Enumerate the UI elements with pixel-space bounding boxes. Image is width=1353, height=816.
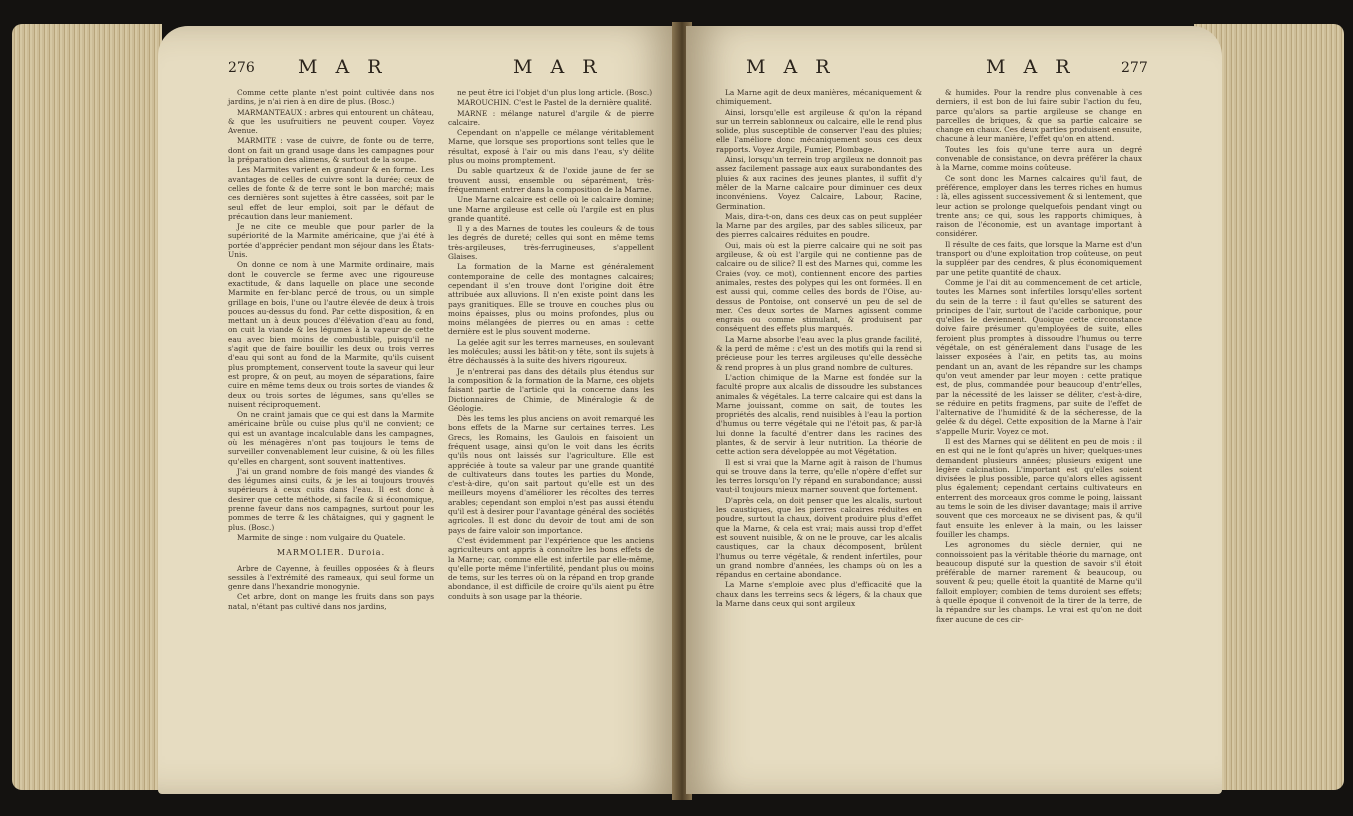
paragraph: MARMITE : vase de cuivre, de fonte ou de terre, dont on fait un grand usage dans les campagnes pour la préparation des alimens, & surtout de la soupe. — [228, 136, 434, 165]
paragraph: On donne ce nom à une Marmite ordinaire, mais dont le couvercle se ferme avec une rigoureuse exactitude, & dans laquelle on place une seconde Marmite en fer-blanc percé de trous, ou un simple grillage en bois, l'une ou l'autre élevée de deux à trois pouces au-dessus du fond. Par cette disposition, & en mettant un à deux pouces d'élévation d'eau au fond, on cuit la viande & les légumes à la vapeur de cette eau avec bien moins de combustible, puisqu'il ne s'agit que de faire bouillir les deux ou trois verres d'eau qui sont au fond de la Marmite, qu'ils cuisent plus promptement, conservent toute la saveur qui leur est propre, & on peut, au moyen de séparations, faire cuire en même tems deux ou trois sortes de viandes & deux ou trois sortes de légumes, sans qu'elles se nuisent réciproquement. — [228, 260, 434, 409]
paragraph: Comme cette plante n'est point cultivée dans nos jardins, je n'ai rien à en dire de plus. (Bosc.) — [228, 88, 434, 107]
paragraph: La gelée agit sur les terres marneuses, en soulevant les molécules; aussi les bâtit-on y tête, sont ils sujets à être déchaussés à la suite des hivers rigoureux. — [448, 337, 654, 366]
paragraph: Ainsi, lorsqu'elle est argileuse & qu'on la répand sur un terrein sablonneux ou calcaire, elle le rend plus solide, plus susceptible de conserver l'eau des pluies; elle l'améliore donc mécaniquement sous ces deux rapports. Voyez Argile, Fumier, Plombage. — [716, 107, 922, 154]
paragraph: MARMANTEAUX : arbres qui entourent un château, & que les usufruitiers ne peuvent couper. Voyez Avenue. — [228, 107, 434, 136]
paragraph: Oui, mais où est la pierre calcaire qui ne soit pas argileuse, & où est l'argile qui ne contienne pas de calcaire ou de silice? Il est des Marnes qui, comme les Craies (voy. ce mot), contiennent encore des parties animales, restes des polypes qui les ont formées. Il en est aussi qui, comme celles des bords de l'Oise, au-dessus de Pontoise, ont conservé un peu de sel de mer. Ces deux sortes de Marnes agissent comme engrais ou comme stimulant, & produisent par conséquent des effets plus marqués. — [716, 240, 922, 334]
paragraph: & humides. Pour la rendre plus convenable à ces derniers, il est bon de lui faire subir l'action du feu, parce qu'alors sa partie argileuse se change en parcelles de briques, & que sa partie calcaire se change en chaux. Ces deux parties produisent ensuite, chacune à leur manière, l'effet qu'on en attend. — [936, 88, 1142, 144]
right-column-1-paragraphs — [716, 88, 922, 608]
left-page-edges — [12, 24, 162, 790]
paragraph: MARNE : mélange naturel d'argile & de pierre calcaire. — [448, 108, 654, 127]
left-page — [158, 26, 678, 794]
running-head-right-2: M A R — [986, 56, 1076, 78]
paragraph: Il résulte de ces faits, que lorsque la Marne est d'un transport ou d'une exploitation trop coûteuse, on peut la suppléer par des cendres, & plus économiquement par une petite quantité de chaux. — [936, 239, 1142, 277]
right-page — [686, 26, 1222, 794]
paragraph: Mais, dira-t-on, dans ces deux cas on peut suppléer la Marne par des argiles, par des sables siliceux, par des pierres calcaires réduites en poudre. — [716, 211, 922, 240]
paragraph: Dès les tems les plus anciens on avoit remarqué les bons effets de la Marne sur certaines terres. Les Grecs, les Romains, les Gaulois en faisoient un fréquent usage, ainsi qu'on le voit dans les écrits qu'ils nous ont laissés sur l'agriculture. Elle est appréciée à toute sa valeur par une grande quantité de cultivateurs dans toutes les parties du Monde, c'est-à-dire, qu'on sait partout qu'elle est un des meilleurs moyens d'améliorer les récoltes des terres arables; cependant son emploi n'est pas aussi étendu qu'il est à desirer pour l'avantage général des sociétés agricoles. Il est donc du devoir de tout ami de son pays de faire valoir son importance. — [448, 414, 654, 535]
paragraph: Ainsi, lorsqu'un terrein trop argileux ne donnoit pas assez facilement passage aux eaux surabondantes des pluies & aux racines des jeunes plantes, il suffit d'y mêler de la Marne calcaire pour diminuer ces deux inconvéniens. Voyez Calcaire, Labour, Racine, Germination. — [716, 155, 922, 211]
paragraph: ne peut être ici l'objet d'un plus long article. (Bosc.) — [457, 88, 653, 97]
paragraph: On ne craint jamais que ce qui est dans la Marmite américaine brûle ou cuise plus qu'il ne convient; ce qui est un avantage incalculable dans les campagnes, où les ménagères n'ont pas toujours le tems de surveiller convenablement leur cuisine, & où les filles qu'elles en chargent, sont souvent inattentives. — [228, 410, 434, 466]
paragraph: Il y a des Marnes de toutes les couleurs & de tous les degrés de dureté; celles qui sont en même tems très-argileuses, très-ferrugineuses, s'appellent Glaises. — [448, 224, 654, 262]
left-column-1 — [228, 88, 434, 612]
right-column-1 — [716, 88, 922, 609]
left-column-1-after — [228, 564, 434, 611]
paragraph: Il est des Marnes qui se délitent en peu de mois : il en est qui ne le font qu'après un hiver; quelques-unes demandent plusieurs années; plusieurs exigent une légère calcination. L'important est qu'elles soient divisées le plus possible, parce qu'alors elles agissent plus également; cependant certains cultivateurs en enterrent des morceaux gros comme le poing, laissant au tems le soin de les diviser davantage; mais il arrive souvent que ces morceaux ne se divisent pas, & qu'il faut ensuite les enlever à la main, ou les laisser fouiller les champs. — [936, 436, 1142, 539]
paragraph: Les agronomes du siècle dernier, qui ne connoissoient pas la véritable théorie du marnage, ont beaucoup disputé sur la question de savoir s'il étoit préférable de marner rarement & beaucoup, ou souvent & peu; quelle étoit la quantité de Marne qu'il falloit employer; combien de tems duroient ses effets; à quelle époque il convenoit de la tirer de la terre, de la répandre sur les champs. Le vrai est qu'on ne doit fixer aucune de ces cir- — [936, 540, 1142, 624]
paragraph: Ce sont donc les Marnes calcaires qu'il faut, de préférence, employer dans les terres riches en humus : là, elles agissent successivement & si lentement, que leur action se prolonge quelquefois pendant vingt ou trente ans; ce qui, sous les rapports chimiques, à raison de l'économie, est un avantage important à considérer. — [936, 173, 1142, 239]
paragraph: Les Marmites varient en grandeur & en forme. Les avantages de celles de cuivre sont la durée; ceux de celles de fonte & de terre sont le bon marché; mais ces dernières sont sujettes à être cassées, soit par le seul effet de leur emploi, soit par le défaut de précaution dans leur maniement. — [228, 165, 434, 221]
running-head-right-1: M A R — [746, 56, 836, 78]
paragraph: L'action chimique de la Marne est fondée sur la faculté propre aux alcalis de dissoudre les substances animales & végétales. La terre calcaire qui est dans la Marne jouissant, comme on sait, de toutes les propriétés des alcalis, rend nuisibles à l'eau la portion d'humus ou terre végétale qui ne l'étoit pas, & par-là lui donne la faculté d'entrer dans les racines des plantes, & de servir à leur nutrition. La théorie de cette action sera développée au mot Végétation. — [716, 372, 922, 457]
running-head-left-2: M A R — [513, 56, 603, 78]
running-head-left-1: M A R — [298, 56, 388, 78]
paragraph: MAROUCHIN. C'est le Pastel de la dernière qualité. — [457, 98, 652, 108]
paragraph: La Marne absorbe l'eau avec la plus grande facilité, & la perd de même : c'est un des motifs qui la rend si précieuse pour les terres argileuses qu'elle dessèche & rend propres à un plus grand nombre de cultures. — [716, 334, 922, 372]
paragraph: Marmite de singe : nom vulgaire du Quatele. — [237, 532, 406, 542]
left-column-2 — [448, 88, 654, 602]
open-book — [10, 14, 1346, 810]
paragraph: Arbre de Cayenne, à feuilles opposées & à fleurs sessiles à l'extrémité des rameaux, qui seul forme un genre dans l'hexandrie monogynie. — [228, 563, 434, 592]
paragraph: J'ai un grand nombre de fois mangé des viandes & des légumes ainsi cuits, & je les ai toujours trouvés supérieurs à ceux cuits dans l'eau. Il est donc à desirer que cette méthode, si facile & si économique, prenne faveur dans nos campagnes, surtout pour les pommes de terre & les châtaignes, qui y gagnent le plus. (Bosc.) — [228, 466, 434, 532]
entry-heading: MARMOLIER. Duroia. — [276, 548, 386, 558]
paragraph: Comme je l'ai dit au commencement de cet article, toutes les Marnes sont infertiles lorsqu'elles sortent du sein de la terre : il faut qu'elles se saturent des principes de l'air, surtout de l'acide carbonique, pour qu'elles le deviennent. Quoique cette circonstance doive faire présumer qu'employées de suite, elles feroient plus promptes à dissoudre l'humus ou terre végétale, on est généralement dans l'usage de les laisser exposées à l'air, en petits tas, au moins pendant un an, avant de les répandre sur les champs qu'on veut amender par leur moyen : cette pratique est, de plus, commandée pour beaucoup d'entr'elles, par la nécessité de les laisser se déliter, c'est-à-dire, se réduire en petits fragmens, par suite de l'effet de l'alternative de l'humidité & de la sécheresse, de la gelée & du dégel. Cette exposition de la Marne à l'air s'appelle Murir. Voyez ce mot. — [936, 277, 1142, 436]
left-column-2-paragraphs — [448, 88, 654, 601]
paragraph: C'est évidemment par l'expérience que les anciens agriculteurs ont appris à connoître les bons effets de la Marne; car, comme elle est infertile par elle-même, qu'elle porte même l'infertilité, pendant plus ou moins de tems, sur les terres où on la répand en trop grande abondance, il est difficile de croire qu'ils aient pu être conduits à son usage par la théorie. — [448, 535, 654, 601]
paragraph: Je ne cite ce meuble que pour parler de la supériorité de la Marmite américaine, que j'ai été à portée d'apprécier pendant mon séjour dans les États-Unis. — [228, 222, 434, 260]
paragraph: Je n'entrerai pas dans des détails plus étendus sur la composition & la formation de la Marne, ces objets faisant partie de l'article qui la concerne dans les Dictionnaires de Chimie, de Minéralogie & de Géologie. — [448, 366, 654, 413]
paragraph: Il est si vrai que la Marne agit à raison de l'humus qui se trouve dans la terre, qu'elle n'opère d'effet sur les terres lorsqu'on l'y répand en surabondance; aussi vaut-il toujours mieux marner souvent que fortement. — [716, 457, 922, 495]
paragraph: La Marne agit de deux manières, mécaniquement & chimiquement. — [716, 88, 922, 107]
right-column-2-paragraphs — [936, 88, 1142, 624]
paragraph: Cet arbre, dont on mange les fruits dans son pays natal, n'étant pas cultivé dans nos jardins, — [228, 592, 434, 611]
paragraph: Toutes les fois qu'une terre aura un degré convenable de consistance, on devra préférer la chaux à la Marne, comme moins coûteuse. — [936, 144, 1142, 173]
paragraph: D'après cela, on doit penser que les alcalis, surtout les caustiques, que les pierres calcaires réduites en poudre, surtout la chaux, doivent produire plus d'effet que la Marne, & cela est vrai; mais aussi trop d'effet est souvent nuisible, & on ne le prouve, car les alcalis caustiques, car la chaux décomposent, brûlent l'humus ou terre végétale, & rendent infertiles, pour un grand nombre d'années, les champs où on les a répandus en certaine abondance. — [716, 495, 922, 580]
paragraph: Cependant on n'appelle ce mélange véritablement Marne, que lorsque ses proportions sont telles que le résultat, exposé à l'air ou mis dans l'eau, s'y délite plus ou moins promptement. — [448, 128, 654, 166]
page-number-left: 276 — [228, 60, 255, 76]
paragraph: La Marne s'emploie avec plus d'efficacité que la chaux dans les terreins secs & légers, & la chaux que la Marne dans ceux qui sont argileux — [716, 580, 922, 609]
paragraph: Du sable quartzeux & de l'oxide jaune de fer se trouvent aussi, ensemble ou séparément, très-fréquemment entrer dans la composition de la Marne. — [448, 166, 654, 194]
paragraph: Une Marne calcaire est celle où le calcaire domine; une Marne argileuse est celle où l'argile est en plus grande quantité. — [448, 195, 654, 223]
left-column-1-paragraphs — [228, 88, 434, 542]
right-column-2 — [936, 88, 1142, 625]
paragraph: La formation de la Marne est généralement contemporaine de celle des montagnes calcaires; cependant il s'en trouve dont l'origine doit être attribuée aux alluvions. Il n'en existe point dans les pays granitiques. Elle se trouve en couches plus ou moins épaisses, plus ou moins profondes, plus ou moins mélangées de pierres ou en amas : cette dernière est le plus souvent moderne. — [448, 262, 654, 337]
page-number-right: 277 — [1121, 60, 1148, 76]
